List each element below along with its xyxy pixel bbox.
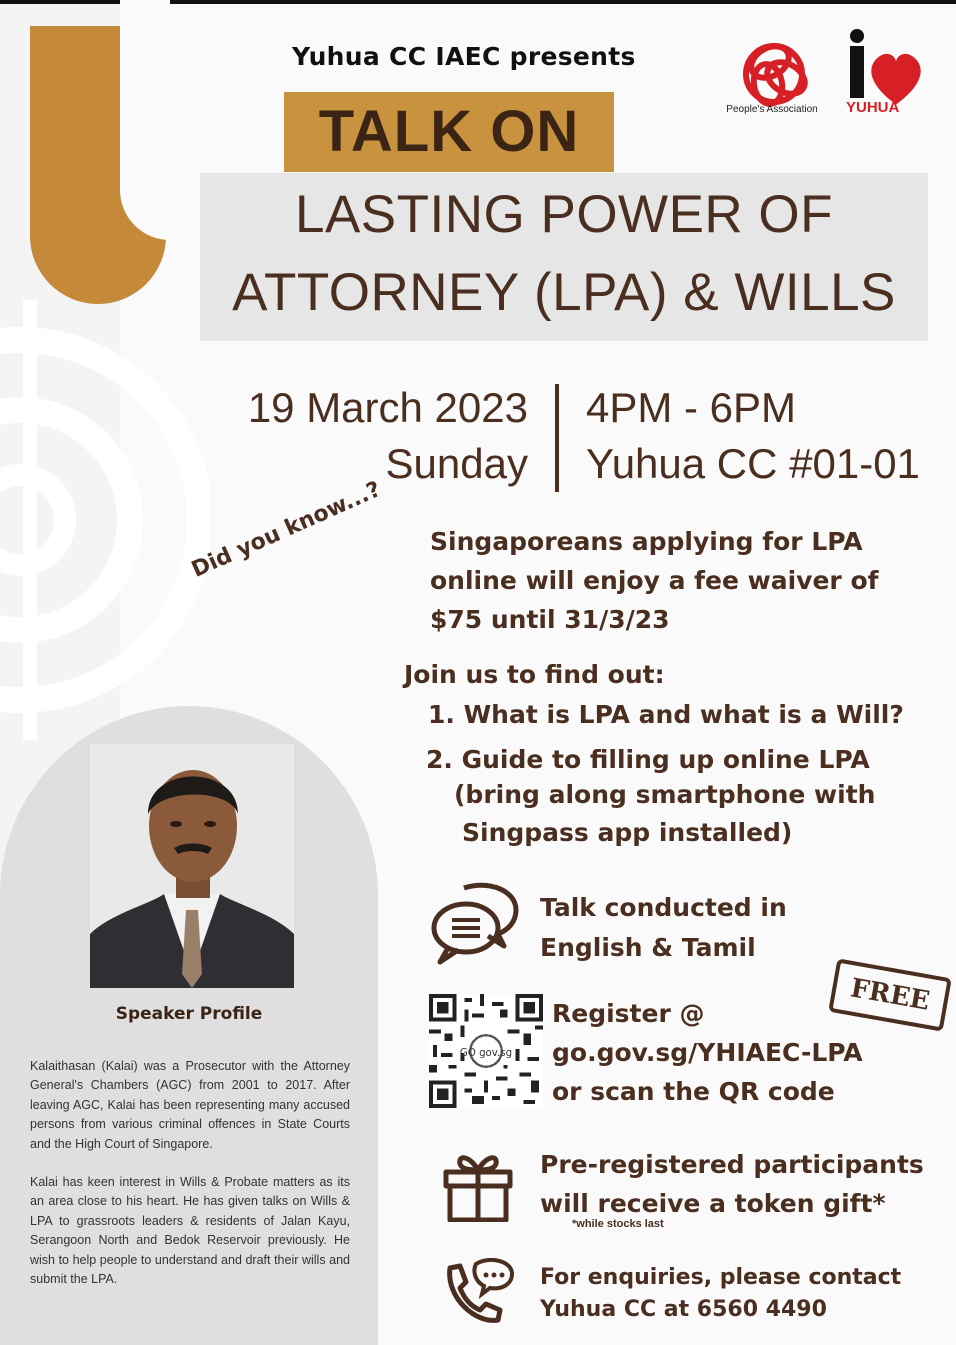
register-heading: Register @: [552, 999, 705, 1028]
speaker-profile-title: Speaker Profile: [115, 1004, 263, 1024]
stock-note: *while stocks last: [572, 1218, 664, 1230]
register-info: [552, 994, 863, 1111]
speaker-bio-paragraph-2: Kalai has keen interest in Wills & Probate matters as its an area close to his heart. He has given talks on Wills & LPA to grassroots leaders & residents of Jalan Kayu, Serangoon North and Bedok Reservoir previously. He wish to help people to understand and draft their wills and submit the LPA.: [30, 1175, 350, 1287]
register-link[interactable]: go.gov.sg/YHIAEC-LPA: [552, 1038, 863, 1067]
presenter-line: Yuhua CC IAEC presents: [292, 42, 636, 71]
talk-on-heading: TALK ON: [318, 99, 580, 164]
gift-icon: [440, 1146, 516, 1222]
agenda-item-1: 1. What is LPA and what is a Will?: [428, 700, 904, 729]
gift-line-2: will receive a token gift*: [540, 1189, 886, 1218]
event-time: 4PM - 6PM: [586, 384, 797, 431]
qr-code[interactable]: [428, 994, 544, 1108]
did-you-know-label: Did you know...?: [188, 476, 385, 583]
enquiries-line-2: Yuhua CC at 6560 4490: [540, 1297, 827, 1322]
event-day: Sunday: [385, 440, 528, 487]
gift-line-1: Pre-registered participants: [540, 1150, 924, 1179]
talk-language: [540, 888, 787, 968]
event-venue: Yuhua CC #01-01: [586, 440, 920, 487]
people-association-label: People's Association: [726, 104, 818, 115]
chat-bubbles-icon: [428, 878, 524, 968]
talk-language-line-1: Talk conducted in: [540, 893, 787, 922]
title-line-2: ATTORNEY (LPA) & WILLS: [232, 263, 896, 322]
speaker-photo: [90, 744, 294, 988]
enquiries-info: [540, 1262, 901, 1326]
qr-badge: GO gov.sg: [459, 1048, 513, 1060]
speaker-bio: [30, 1057, 350, 1308]
token-gift-info: [540, 1145, 924, 1223]
agenda-intro: Join us to find out:: [404, 660, 665, 689]
event-date: 19 March 2023: [247, 384, 528, 431]
decorative-circles: [0, 260, 210, 780]
talk-language-line-2: English & Tamil: [540, 933, 756, 962]
date-divider: [555, 384, 559, 492]
agenda-item-2: 2. Guide to filling up online LPA: [426, 745, 870, 774]
free-stamp: FREE: [828, 958, 952, 1031]
title-line-1: LASTING POWER OF: [294, 185, 834, 244]
yuhua-label: YUHUA: [846, 99, 900, 116]
phone-icon: [436, 1258, 516, 1328]
decorative-gold-cut: [120, 0, 170, 240]
fee-waiver-fact: Singaporeans applying for LPA online will enjoy a fee waiver of $75 until 31/3/23: [430, 527, 879, 634]
agenda-item-2-note: (bring along smartphone with: [454, 780, 876, 809]
enquiries-line-1: For enquiries, please contact: [540, 1265, 902, 1290]
register-qr-hint: or scan the QR code: [552, 1077, 835, 1106]
speaker-bio-paragraph-1: Kalaithasan (Kalai) was a Prosecutor with the Attorney General's Chambers (AGC) from 2001 to 2017. After leaving AGC, Kalai has been representing many accused persons from various criminal offences in State Courts and the High Court of Singapore.: [30, 1059, 350, 1151]
agenda-item-2-note-end: Singpass app installed): [462, 818, 793, 847]
